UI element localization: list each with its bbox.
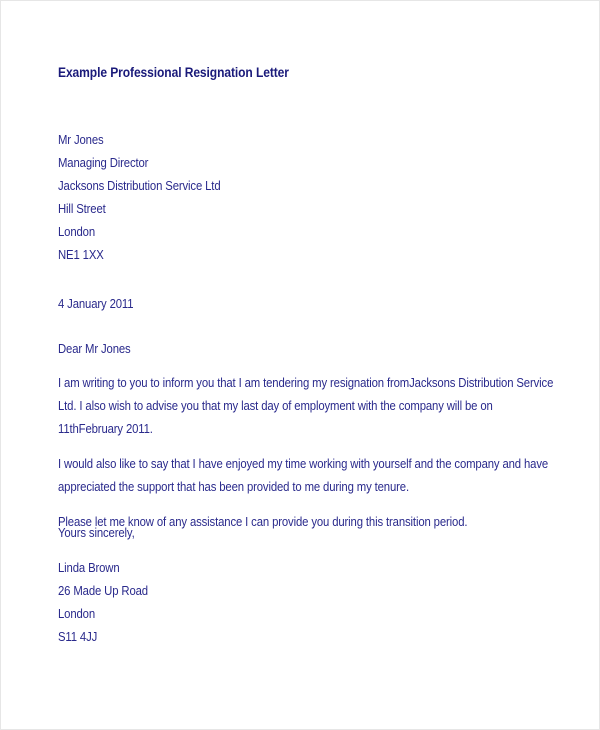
page-title: Example Professional Resignation Letter — [58, 65, 289, 80]
address-line: London — [58, 225, 96, 239]
salutation: Dear Mr Jones — [58, 342, 131, 356]
letter-body — [58, 372, 600, 546]
address-line: Managing Director — [58, 156, 149, 170]
closing-salutation: Yours sincerely, — [58, 526, 135, 540]
signature-line: 26 Made Up Road — [58, 584, 148, 598]
address-line: Hill Street — [58, 202, 106, 216]
signature-line: Linda Brown — [58, 561, 120, 575]
address-line: NE1 1XX — [58, 248, 104, 262]
signature-block — [58, 557, 558, 649]
body-paragraph: Please let me know of any assistance I can provide you during this transition period. — [58, 515, 468, 529]
letter-date: 4 January 2011 — [58, 297, 134, 311]
body-paragraph: I am writing to you to inform you that I am tendering my resignation fromJacksons Distribution Service Ltd. I also wish to advise you that my last day of employment with the company will be on 11thFebruary 2011. — [58, 376, 557, 436]
recipient-address-block — [58, 129, 558, 267]
signature-line: S11 4JJ — [58, 630, 98, 644]
body-paragraph: I would also like to say that I have enjoyed my time working with yourself and the company and have appreciated the support that has been provided to me during my tenure. — [58, 457, 552, 494]
address-line: Mr Jones — [58, 133, 104, 147]
address-line: Jacksons Distribution Service Ltd — [58, 179, 221, 193]
signature-line: London — [58, 607, 96, 621]
